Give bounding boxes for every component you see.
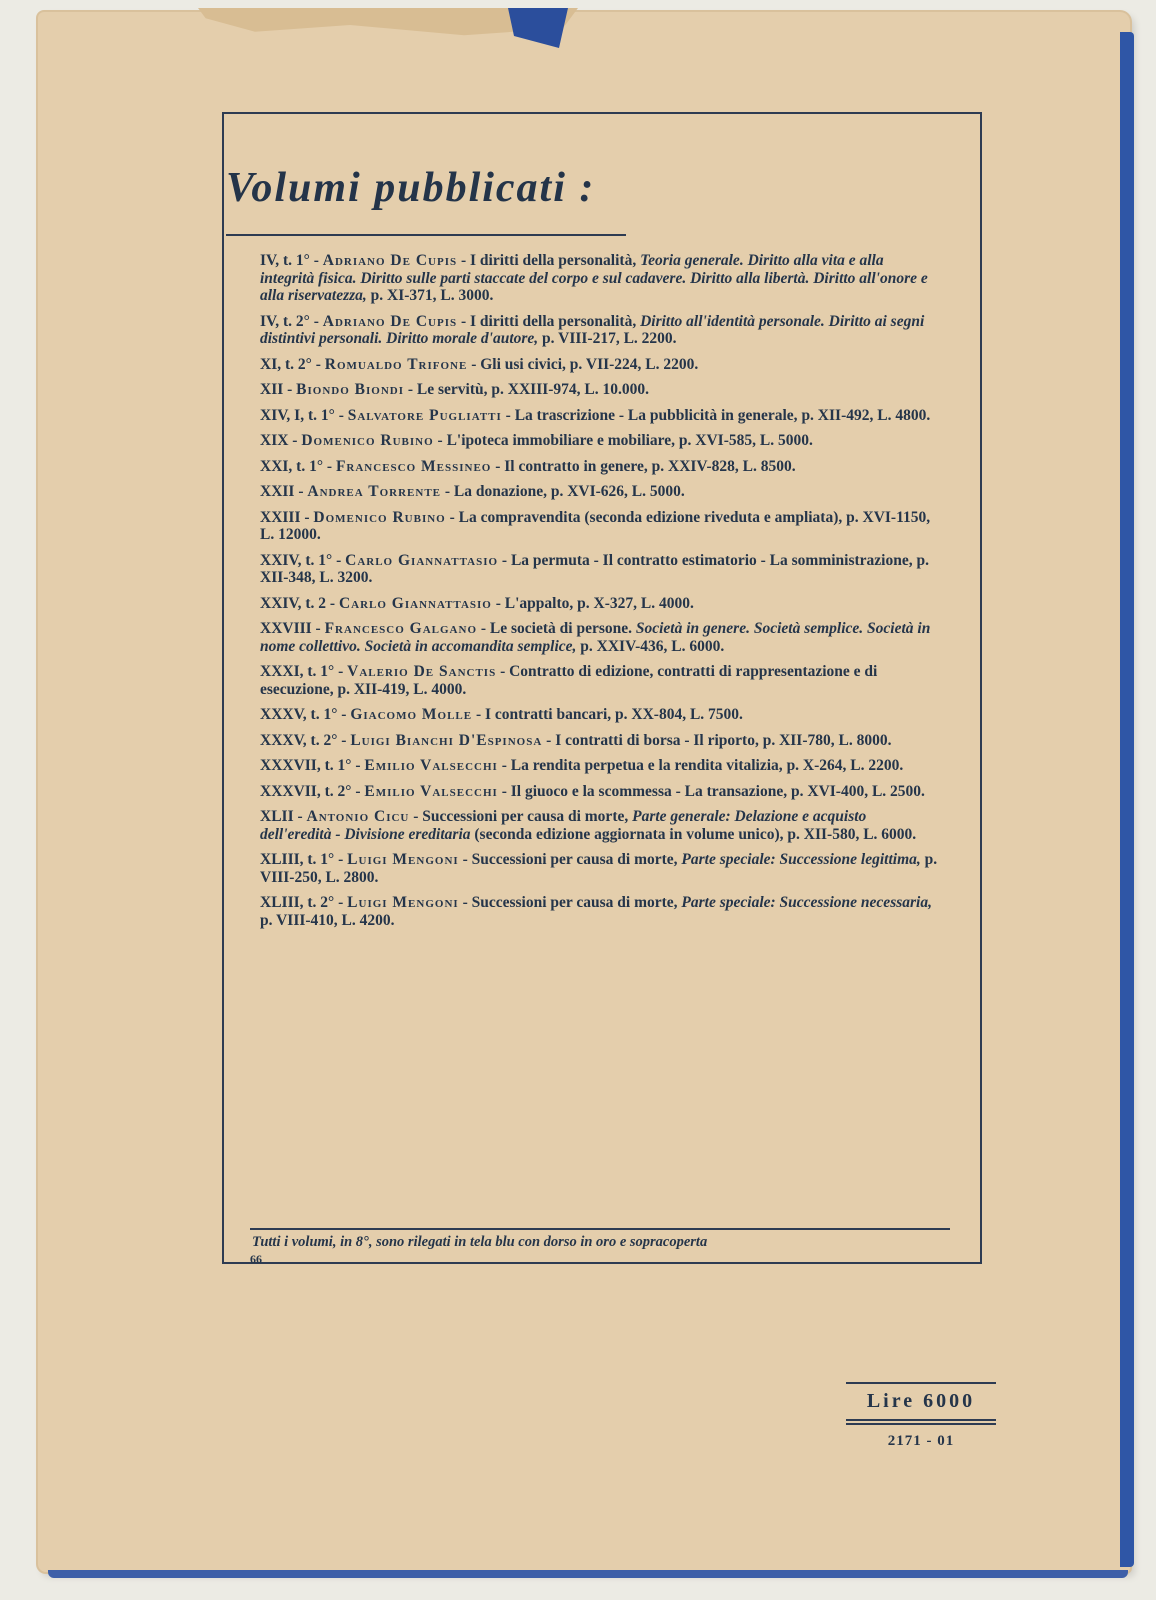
author-name: Andrea Torrente xyxy=(307,483,442,500)
volume-number: IV, t. 1° - xyxy=(260,252,319,269)
volume-number: XXXVII, t. 2° - xyxy=(260,782,361,800)
volume-number: XIX - xyxy=(260,432,298,449)
book-details: p. XXIV-828, L. 8500. xyxy=(651,457,796,475)
volume-number: XXXVII, t. 1° - xyxy=(260,757,361,774)
author-name: Domenico Rubino xyxy=(313,508,446,526)
book-title: - Successioni per causa di morte, xyxy=(462,851,678,868)
book-title: - La rendita perpetua e la rendita vitalizia, xyxy=(501,757,783,774)
author-name: Luigi Mengoni xyxy=(347,851,459,868)
volume-number: XLIII, t. 2° - xyxy=(260,894,344,911)
list-item xyxy=(260,894,940,929)
volume-number: XXII - xyxy=(260,483,304,500)
book-details: p. XII-492, L. 4800. xyxy=(801,406,931,424)
book-title: - La permuta - Il contratto estimatorio - La somministrazione, xyxy=(501,551,913,569)
book-details: p. X-264, L. 2200. xyxy=(786,757,904,774)
price-rule-bottom xyxy=(846,1419,996,1421)
list-item xyxy=(260,356,940,374)
volume-number: XII - xyxy=(260,381,293,398)
book-title: - I contratti bancari, xyxy=(475,706,612,723)
book-title: - L'appalto, xyxy=(495,594,574,612)
price-box xyxy=(846,1380,996,1450)
page-title: Volumi pubblicati : xyxy=(226,165,596,211)
author-name: Giacomo Molle xyxy=(350,706,473,723)
catalog-code: 2171 - 01 xyxy=(887,1433,955,1449)
list-item xyxy=(260,381,940,399)
volume-number: XXXV, t. 2° - xyxy=(260,731,347,749)
book-subtitle: Parte speciale: Successione necessaria, xyxy=(681,894,932,911)
book-title: - La trascrizione - La pubblicità in generale, xyxy=(505,406,798,424)
book-title: - Gli usi civici, xyxy=(471,355,566,373)
book-details: p. XXIV-436, L. 6000. xyxy=(580,637,725,655)
list-item xyxy=(260,757,940,775)
book-details: p. XXIII-974, L. 10.000. xyxy=(491,381,650,398)
book-details: p. XX-804, L. 7500. xyxy=(615,706,743,723)
book-details: p. XII-348, L. 3200. xyxy=(260,551,929,586)
book-details: p. VIII-410, L. 4200. xyxy=(260,911,395,929)
book-title: - Contratto di edizione, contratti di rappresentazione e di esecuzione, xyxy=(260,663,878,698)
volume-list xyxy=(260,252,940,937)
book-subtitle: Parte generale: Delazione e acquisto dell'eredità - Divisione ereditaria xyxy=(260,808,867,843)
book-details: (seconda edizione aggiornata in volume unico), p. XII-580, L. 6000. xyxy=(474,825,917,843)
book-title: - La compravendita xyxy=(449,508,581,526)
author-name: Emilio Valsecchi xyxy=(364,782,498,800)
volume-number: XIV, I, t. 1° - xyxy=(260,406,344,424)
list-item xyxy=(260,407,940,425)
book-details: p. XII-419, L. 4000. xyxy=(337,680,467,698)
book-title: - Il giuoco e la scommessa - La transazione, xyxy=(501,782,788,800)
author-name: Francesco Galgano xyxy=(324,620,478,637)
book-details: p. VII-224, L. 2200. xyxy=(569,355,699,373)
book-subtitle: Società in genere. Società semplice. Società in nome collettivo. Società in accomandita semplice, xyxy=(260,620,931,655)
volume-number: XLIII, t. 1° - xyxy=(260,851,344,868)
book-details: p. VIII-250, L. 2800. xyxy=(260,851,938,886)
volume-number: XXXV, t. 1° - xyxy=(260,706,347,723)
author-name: Romualdo Trifone xyxy=(324,355,468,373)
list-item xyxy=(260,313,940,348)
book-details: (seconda edizione riveduta e ampliata), p. XVI-1150, L. 12000. xyxy=(260,508,931,543)
book-details: p. XVI-400, L. 2500. xyxy=(791,782,925,800)
list-item xyxy=(260,808,940,843)
book-subtitle: Diritto all'identità personale. Diritto ai segni distintivi personali. Diritto morale d'autore, xyxy=(260,312,925,347)
printer-code: 66 xyxy=(250,1252,262,1266)
cover-spine-edge xyxy=(1120,32,1134,1567)
list-item xyxy=(260,432,940,450)
list-item xyxy=(260,595,940,613)
author-name: Luigi Bianchi D'Espinosa xyxy=(350,731,543,749)
list-item xyxy=(260,706,940,724)
volume-number: XXVIII - xyxy=(260,620,321,637)
book-title: - La donazione, xyxy=(444,483,547,500)
title-underline xyxy=(226,234,626,236)
book-details: p. XVI-585, L. 5000. xyxy=(678,432,813,449)
price-label: Lire 6000 xyxy=(866,1390,976,1412)
list-item xyxy=(260,663,940,698)
volume-number: IV, t. 2° - xyxy=(260,312,319,330)
book-title: - Successioni per causa di morte, xyxy=(413,808,629,825)
list-item xyxy=(260,732,940,750)
footer-divider xyxy=(250,1228,950,1230)
author-name: Adriano De Cupis xyxy=(322,312,458,330)
volume-number: XXXI, t. 1° - xyxy=(260,663,344,680)
book-details: p. VIII-217, L. 2200. xyxy=(542,330,677,347)
volume-number: XXIV, t. 1° - xyxy=(260,551,342,569)
list-item xyxy=(260,483,940,501)
volume-number: XI, t. 2° - xyxy=(260,355,321,373)
book-title: - L'ipoteca immobiliare e mobiliare, xyxy=(437,432,676,449)
list-item xyxy=(260,851,940,886)
price-rule-top xyxy=(846,1382,996,1384)
book-title: - Le società di persone. xyxy=(480,620,632,637)
author-name: Francesco Messineo xyxy=(335,457,492,475)
author-name: Valerio De Sanctis xyxy=(347,663,497,680)
book-title: - Le servitù, xyxy=(407,381,488,398)
volume-number: XXIV, t. 2 - xyxy=(260,594,336,612)
list-item xyxy=(260,252,940,305)
book-title: - Successioni per causa di morte, xyxy=(462,894,678,911)
author-name: Luigi Mengoni xyxy=(347,894,459,911)
list-item xyxy=(260,620,940,655)
book-subtitle: Teoria generale. Diritto alla vita e alla integrità fisica. Diritto sulle parti staccate del corpo e sul cadavere. Diritto alla libertà. Diritto all'onore e alla riservatezza, xyxy=(260,252,928,304)
volume-number: XXI, t. 1° - xyxy=(260,457,333,475)
book-title: - I contratti di borsa - Il riporto, xyxy=(546,731,759,749)
author-name: Carlo Giannattasio xyxy=(345,551,499,569)
author-name: Domenico Rubino xyxy=(301,432,434,449)
book-details: p. XII-780, L. 8000. xyxy=(762,731,892,749)
book-subtitle: Parte speciale: Successione legittima, xyxy=(681,851,921,868)
author-name: Salvatore Pugliatti xyxy=(347,406,502,424)
price-rule-bottom-2 xyxy=(846,1423,996,1425)
cover-bottom-edge xyxy=(48,1570,1128,1578)
book-title: - Il contratto in genere, xyxy=(495,457,648,475)
book-details: p. XVI-626, L. 5000. xyxy=(550,483,685,500)
book-title: - I diritti della personalità, xyxy=(460,312,637,330)
author-name: Biondo Biondi xyxy=(296,381,405,398)
author-name: Adriano De Cupis xyxy=(322,252,458,269)
author-name: Carlo Giannattasio xyxy=(338,594,492,612)
volume-number: XLII - xyxy=(260,808,303,825)
list-item xyxy=(260,783,940,801)
book-details: p. X-327, L. 4000. xyxy=(577,594,694,612)
author-name: Antonio Cicu xyxy=(306,808,410,825)
book-details: p. XI-371, L. 3000. xyxy=(370,287,494,304)
author-name: Emilio Valsecchi xyxy=(364,757,498,774)
book-title: - I diritti della personalità, xyxy=(460,252,637,269)
volume-number: XXIII - xyxy=(260,508,310,526)
list-item xyxy=(260,509,940,544)
exposed-binding xyxy=(508,8,568,48)
list-item xyxy=(260,552,940,587)
list-item xyxy=(260,458,940,476)
binding-note: Tutti i volumi, in 8°, sono rilegati in tela blu con dorso in oro e sopracoperta xyxy=(252,1234,708,1250)
